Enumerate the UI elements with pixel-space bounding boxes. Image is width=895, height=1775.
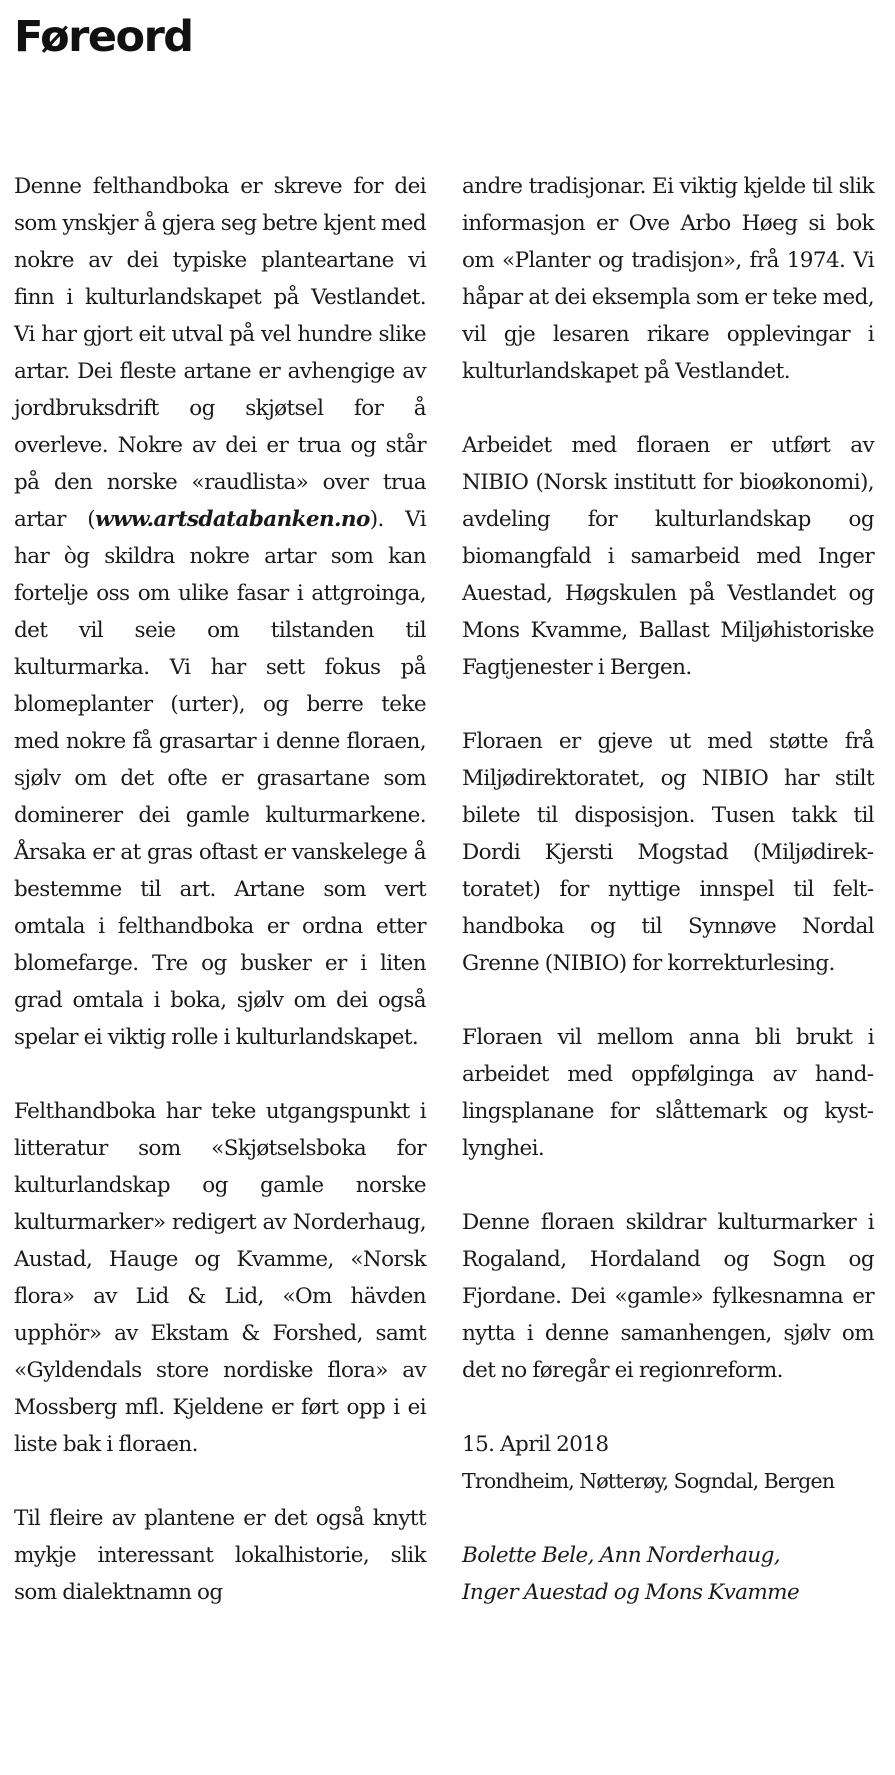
page-title: Føreord <box>14 12 193 62</box>
intro-text-start: Denne felthandboka er skreve for dei som ynskjer å gjera seg betre kjent med nokre av dei typiske planteartane vi finn i kulturlandskapet på Vestlandet. Vi har gjort eit utval på vel hundre slike artar. Dei fleste artane er avhengige av jordbruksdrift og skjøtsel for å overleve. Nokre av dei er trua og står på den norske «raudlista» over trua artar ( <box>14 174 426 532</box>
region-paragraph: Denne floraen skildrar kulturmarker i Rogaland, Hordaland og Sogn og Fjordane. Dei «gamle» fylkesnamna er nytta i denne samanhengen, sjølv om det no føregår ei regionreform. <box>462 1210 874 1383</box>
traditions-paragraph: andre tradisjonar. Ei viktig kjelde til slik informasjon er Ove Arbo Høeg si bok om «Planter og tradisjon», frå 1974. Vi håpar at dei eksempla som er teke med, vil gje lesaren rikare opplevingar i kulturlandskapet på Vestlandet. <box>462 174 874 384</box>
intro-text-end: ). Vi har òg skildra nokre artar som kan fortelje oss om ulike fasar i attgroinga, det vil seie om tilstanden til kulturmarka. Vi har sett fokus på blomeplanter (urter), og berre teke med nokre få grasartar i denne floraen, sjølv om det ofte er grasartane som dominerer dei gamle kulturmarkene. Årsaka er at gras oftast er vanskelege å bestemme til art. Artane som vert omtala i felthandboka er ordna etter blomefarge. Tre og busker er i liten grad omtala i boka, sjølv om dei også spelar ei viktig rolle i kulturlandskapet. <box>14 507 426 1050</box>
thanks-paragraph: Floraen er gjeve ut med støtte frå Miljødirektoratet, og NIBIO har stilt bilete til disposisjon. Tusen takk til Dordi Kjersti Mogstad (Miljødirektoratet) for nyttige innspel til felthandboka og til Synnøve Nordal Grenne (NIBIO) for korrekturlesing. <box>462 729 874 976</box>
intro-paragraph <box>14 168 426 1056</box>
right-text-column <box>462 168 874 1611</box>
literature-paragraph: Felthandboka har teke utgangspunkt i litteratur som «Skjøtselsboka for kulturlandskap og gamle norske kulturmarker» redigert av Norderhaug, Austad, Hauge og Kvamme, «Norsk flora» av Lid & Lid, «Om hävden upphör» av Ekstam & Forshed, samt «Gyldendals store nordiske flora» av Mossberg mfl. Kjeldene er ført opp i ei liste bak i floraen. <box>14 1099 426 1457</box>
usage-paragraph: Floraen vil mellom anna bli brukt i arbeidet med oppfølginga av handlingsplanane for slåttemark og kystlynghei. <box>462 1025 874 1161</box>
local-history-paragraph: Til fleire av plantene er det også knytt mykje interessant lokalhistorie, slik som dialektnamn og <box>14 1506 426 1605</box>
signature-authors <box>462 1537 874 1611</box>
signature-date: 15. April 2018 <box>462 1432 609 1457</box>
authors-line-1: Bolette Bele, Ann Norderhaug, <box>462 1543 781 1568</box>
authors-line-2: Inger Auestad og Mons Kvamme <box>462 1580 800 1605</box>
artsdatabanken-link[interactable]: www.artsdatabanken.no <box>95 507 370 532</box>
work-credits-paragraph: Arbeidet med floraen er utført av NIBIO (Norsk institutt for bioøkonomi), avdeling for kulturlandskap og biomangfald i samarbeid med Inger Auestad, Høgskulen på Vestlandet og Mons Kvamme, Ballast Miljøhistoriske Fagtjenester i Bergen. <box>462 433 874 680</box>
left-text-column <box>14 168 426 1611</box>
signature-places: Trondheim, Nøtterøy, Sogndal, Bergen <box>462 1469 835 1493</box>
